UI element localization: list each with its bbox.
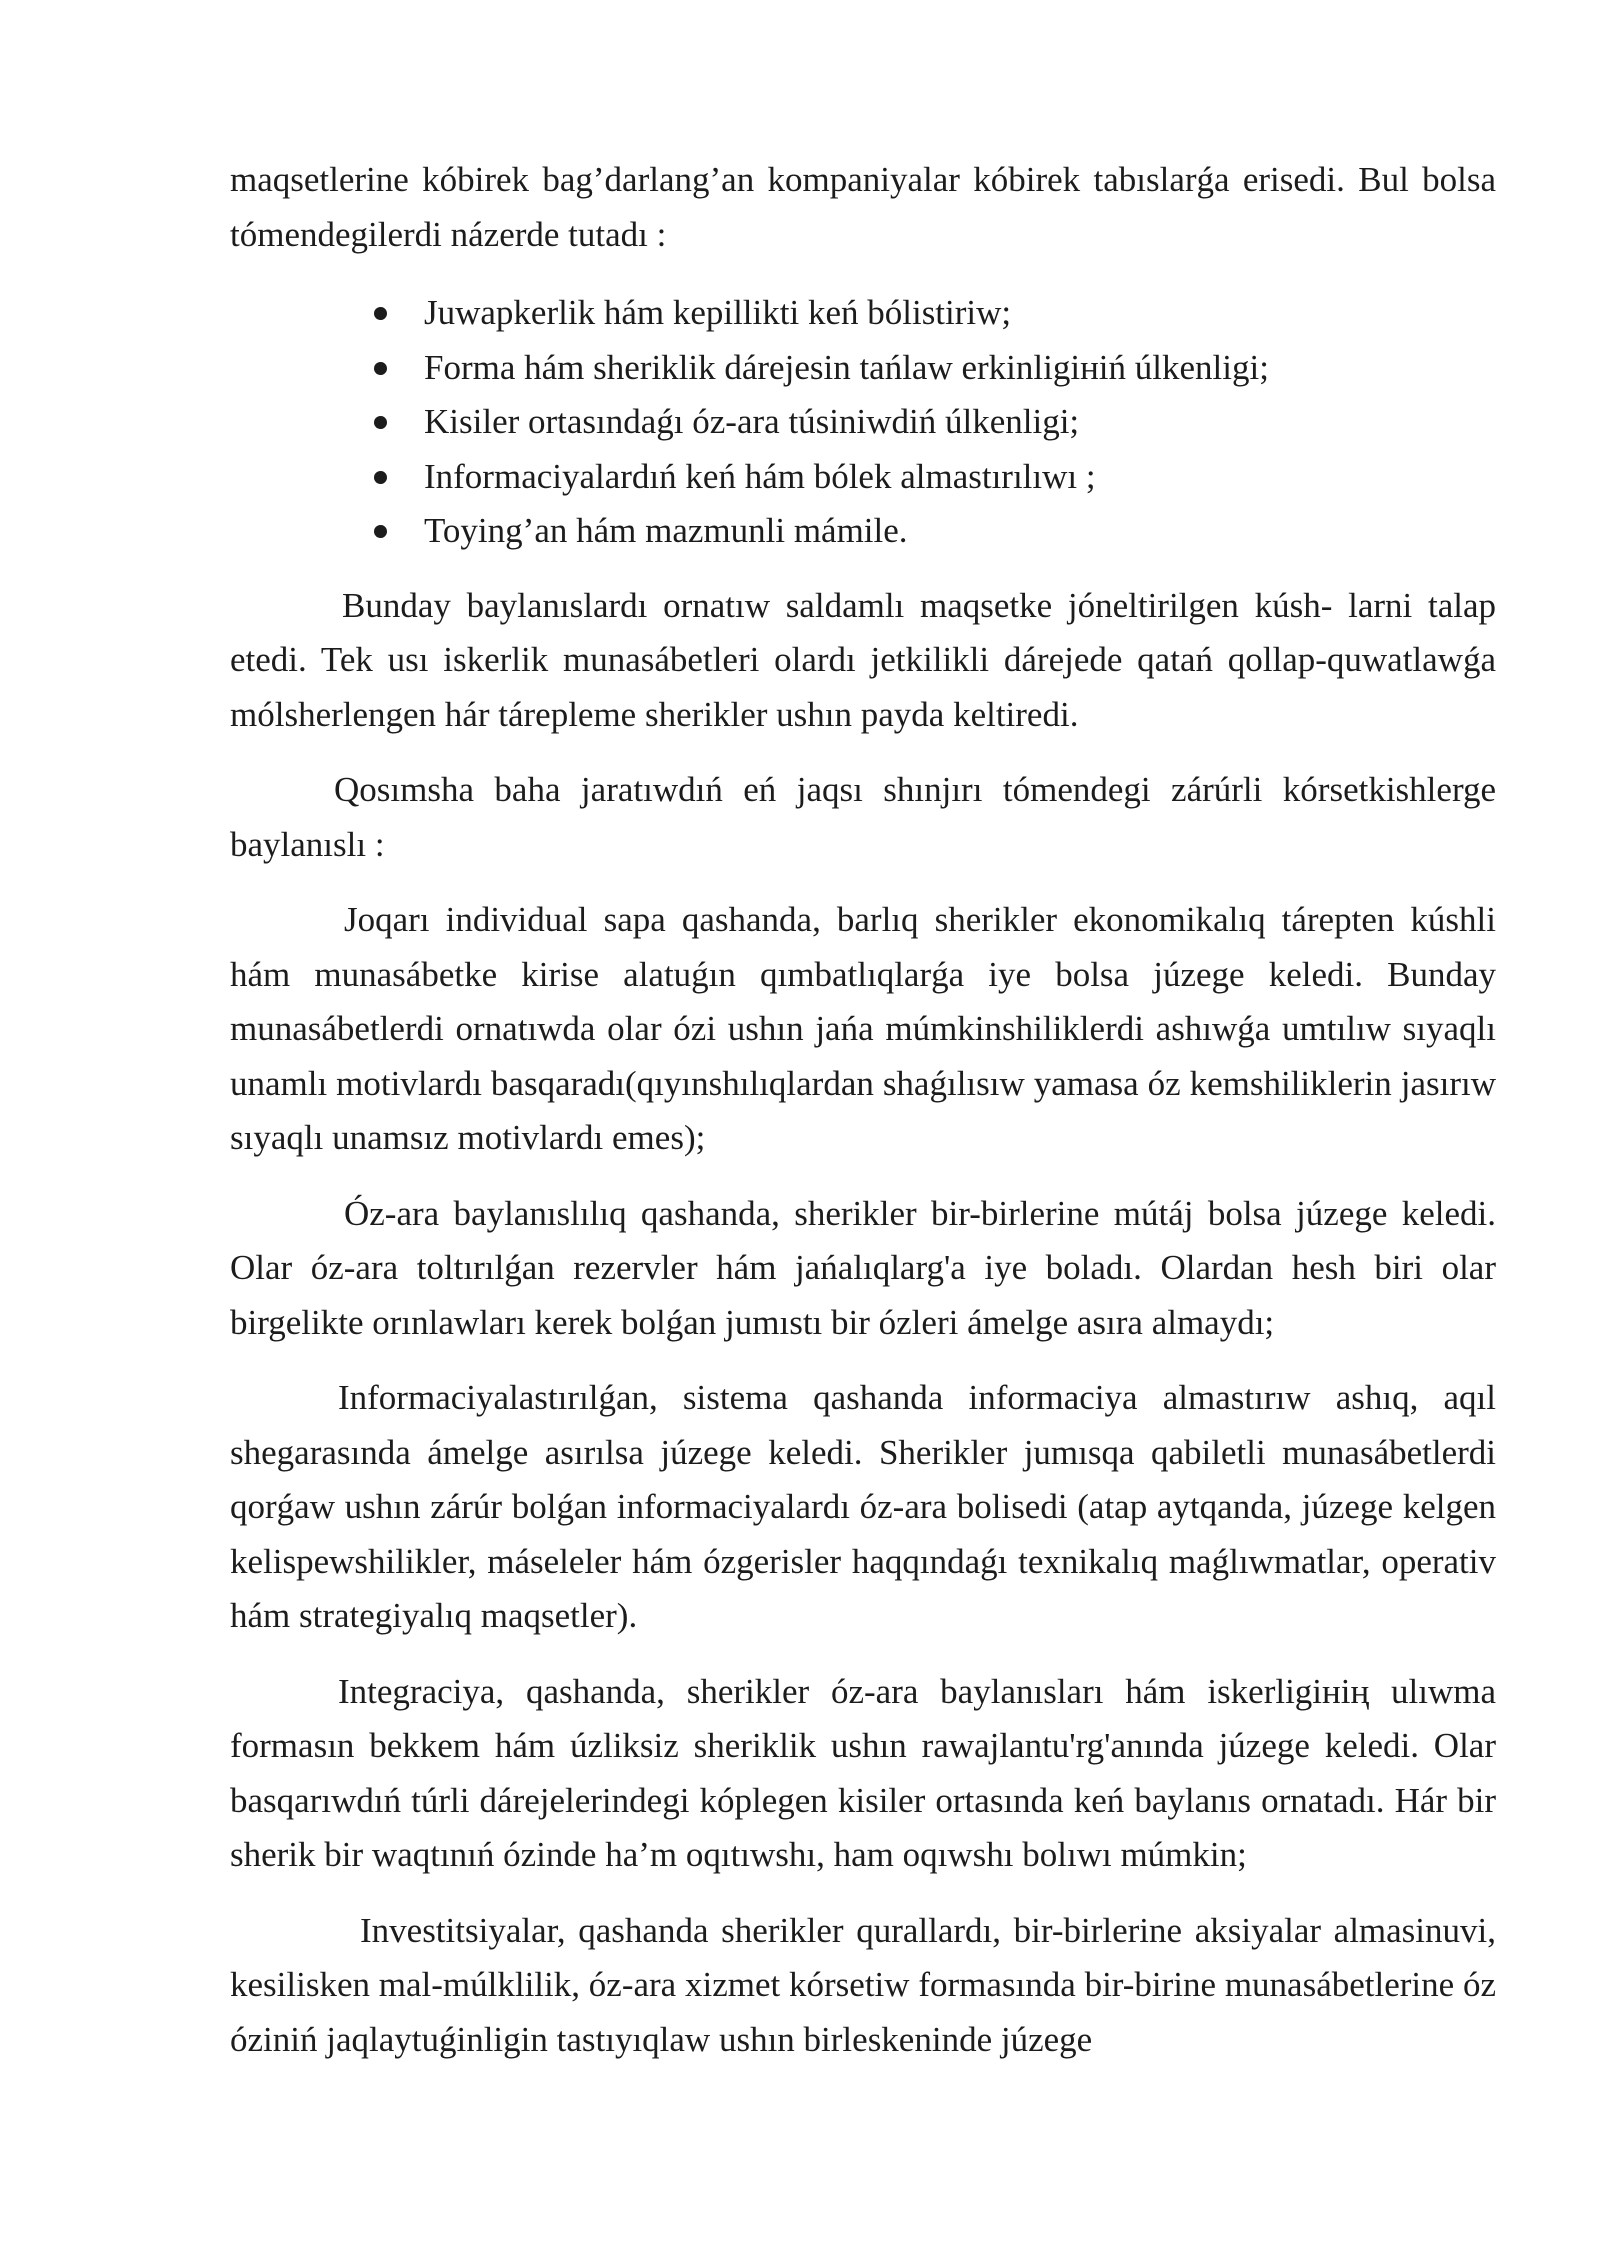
bullet-item xyxy=(230,504,1496,559)
intro-paragraph: maqsetlerine kóbirek bag’darlang’an kompaniyalar kóbirek tabıslarǵa erisedi. Bul bolsa tómendegilerdi názerde tutadı : xyxy=(230,160,1496,254)
bullet-item xyxy=(230,450,1496,505)
bullet-text: Toying’an hám mazmunli mámile. xyxy=(424,511,908,550)
document-body xyxy=(230,153,1496,2088)
bullet-icon xyxy=(374,307,387,320)
bullet-icon xyxy=(374,362,387,375)
bullet-text: Forma hám sheriklik dárejesin tańlaw erkinligініń úlkenligi; xyxy=(424,347,1269,387)
bullet-list xyxy=(230,286,1496,559)
paragraph-oz-ara: Óz-ara baylanıslılıq qashanda, sherikler bir-birlerine mútáj bolsa júzege keledi. Olar óz-ara toltırılǵan rezervler hám jańalıqlarg'a iye boladı. Olardan hesh biri olar birgelikte orınlawları kerek bolǵan jumıstı bir ózleri ámelge asıra almaydı; xyxy=(230,1193,1496,1342)
bullet-item xyxy=(230,341,1496,396)
paragraph-qosimsha: Qosımsha baha jaratıwdıń eń jaqsı shınjırı tómendegi zárúrli kórsetkishlerge baylanıslı : xyxy=(230,770,1496,864)
paragraph-joqari: Joqarı individual sapa qashanda, barlıq sherikler ekonomikalıq tárepten kúshli hám munasábetke kirise alatuǵın qımbatlıqlarǵa iye bolsa júzege keledi. Bunday munasábetlerdi ornatıwda olar ózi ushın jańa múmkinshiliklerdi ashıwǵa umtılıw sıyaqlı unamlı motivlardı basqaradı(qıyınshılıqlardan shaǵılısıw yamasa óz kemshiliklerin jasırıw sıyaqlı unamsız motivlardı emes); xyxy=(230,900,1496,1157)
bullet-icon xyxy=(374,471,387,484)
bullet-icon xyxy=(374,525,387,538)
paragraph-bunday: Bunday baylanıslardı ornatıw saldamlı maqsetke jóneltirilgen kúsh- larni talap etedi. Tek usı iskerlik munasábetleri olardı jetkilikli dárejede qatań qollap-quwatlawǵa mólsherlengen hár tárepleme sherikler ushın payda keltiredi. xyxy=(230,585,1496,734)
paragraph-investitsiyalar: Investitsiyalar, qashanda sherikler qurallardı, bir-birlerine aksiyalar almasinuvi, kesilisken mal-múlklilik, óz-ara xizmet kórsetiw formasında bir-birine munasábetlerine óz óziniń jaqlaytuǵinligin tastıyıqlaw ushın birleskeninde júzege xyxy=(230,1910,1496,2059)
bullet-item xyxy=(230,286,1496,341)
paragraph-informaciyalastirilgan: Informaciyalastırılǵan, sistema qashanda informaciya almastırıw ashıq, aqıl shegarasında ámelge asırılsa júzege keledi. Sherikler jumısqa qabiletli munasábetlerdi qorǵaw ushın zárúr bolǵan informaciyalardı óz-ara bolisedi (atap aytqanda, júzege kelgen kelispewshilikler, máseleler hám ózgerisler haqqındaǵı texnikalıq maǵlıwmatlar, operativ hám strategiyalıq maqsetler). xyxy=(230,1378,1496,1635)
bullet-text: Juwapkerlik hám kepillikti keń bólistiriw; xyxy=(424,293,1012,332)
bullet-icon xyxy=(374,416,387,429)
bullet-item xyxy=(230,395,1496,450)
bullet-text: Informaciyalardıń keń hám bólek almastırılıwı ; xyxy=(424,456,1096,496)
bullet-text: Kisiler ortasındaǵı óz-ara túsiniwdiń úlkenligi; xyxy=(424,402,1080,441)
paragraph-integraciya: Integraciya, qashanda, sherikler óz-ara baylanısları hám iskerligінің ulıwma formasın bekkem hám úzliksiz sheriklik ushın rawajlantu'rg'anında júzege keledi. Olar basqarıwdıń túrli dárejelerindegi kóplegen kisiler ortasında keń baylanıs ornatadı. Hár bir sherik bir waqtınıń ózinde ha’m oqıtıwshı, ham oqıwshı bolıwı múmkin; xyxy=(230,1671,1496,1874)
